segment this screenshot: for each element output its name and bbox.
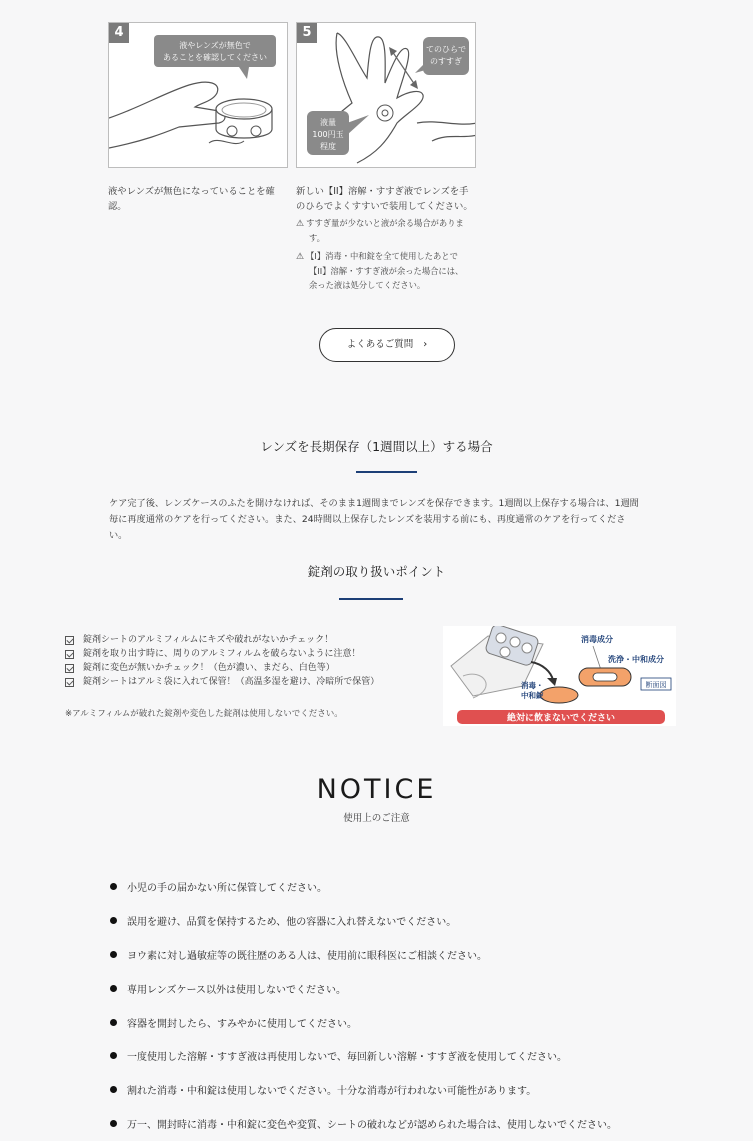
notice-title: NOTICE bbox=[316, 774, 437, 805]
step-5-caption-line-1: 新しい【II】溶解・すすぎ液でレンズを手 bbox=[296, 186, 469, 197]
notice-item-text: ヨウ素に対し過敏症等の既往歴のある人は、使用前に眼科医にご相談ください。 bbox=[127, 950, 487, 962]
notice-item bbox=[110, 971, 730, 1005]
notice-item bbox=[110, 1005, 730, 1039]
chevron-right-icon: › bbox=[423, 339, 428, 350]
notice-item-text: 誤用を避け、品質を保持するため、他の容器に入れ替えないでください。 bbox=[127, 917, 457, 929]
step-4-caption bbox=[108, 184, 288, 214]
step-5-bubble-bottom-line-2: 100円玉 bbox=[312, 130, 344, 139]
checkbox-icon bbox=[65, 650, 74, 659]
faq-button[interactable] bbox=[319, 328, 455, 362]
notice-item bbox=[110, 1107, 730, 1141]
notice-item-text: 万一、開封時に消毒・中和錠に変色や変質、シートの破れなどが認められた場合は、使用しないでください。 bbox=[127, 1119, 617, 1131]
checklist-item-text: 錠剤シートのアルミフィルムにキズや破れがないかチェック！ bbox=[83, 635, 334, 645]
checklist-item-text: 錠剤に変色が無いかチェック！（色が濃い、まだら、白色等） bbox=[83, 663, 335, 673]
notice-item-text: 割れた消毒・中和錠は使用しないでください。十分な消毒が行われない可能性があります。 bbox=[127, 1086, 537, 1098]
step-4-illustration bbox=[108, 22, 288, 168]
bullet-icon bbox=[110, 1120, 117, 1127]
faq-button-label: よくあるご質問 bbox=[346, 339, 414, 350]
warning-icon: ⚠ bbox=[296, 219, 305, 229]
notice-item-text: 一度使用した溶解・すすぎ液は再使用しないで、毎回新しい溶解・すすぎ液を使用してください。 bbox=[127, 1052, 567, 1064]
checkbox-icon bbox=[65, 678, 74, 687]
step-4-bubble-line-1: 液やレンズが無色で bbox=[179, 41, 251, 50]
palm-rinse-drawing bbox=[297, 23, 476, 168]
bullet-icon bbox=[110, 985, 117, 992]
checklist-item bbox=[65, 661, 379, 675]
warning-2-line-3: 余った液は処分してください。 bbox=[309, 280, 426, 290]
cross-section-label: 断面図 bbox=[645, 681, 667, 689]
notice-item-text: 小児の手の届かない所に保管してください。 bbox=[127, 883, 327, 895]
tablet-section-title: 錠剤の取り扱いポイント bbox=[307, 564, 446, 579]
checklist-item-text: 錠剤シートはアルミ袋に入れて保管！（高温多湿を避け、冷暗所で保管） bbox=[83, 677, 380, 687]
checkbox-icon bbox=[65, 636, 74, 645]
bullet-icon bbox=[110, 917, 117, 924]
step-5-number: 5 bbox=[297, 23, 317, 43]
step-5-caption-line-2: のひらでよくすすいで装用してください。 bbox=[296, 201, 473, 212]
tablet-section-divider bbox=[339, 598, 403, 600]
storage-section-title: レンズを長期保存（1週間以上）する場合 bbox=[260, 439, 493, 454]
step-5-bubble-bottom-line-3: 程度 bbox=[320, 142, 336, 151]
step-5-illustration bbox=[296, 22, 476, 168]
notice-item bbox=[110, 904, 730, 938]
step-4-caption-line-1: 液やレンズが無色になっていることを確 bbox=[108, 186, 275, 197]
checklist-item-text: 錠剤を取り出す時に、周りのアルミフィルムを破らないように注意！ bbox=[83, 649, 361, 659]
storage-paragraph-line-2: 毎に再度通常のケアを行ってください。また、24時間以上保存したレンズを装用する前にも、再度通常のケアを行ってくださ bbox=[109, 514, 626, 525]
warning-icon: ⚠ bbox=[296, 252, 305, 262]
step-4-number: 4 bbox=[109, 23, 129, 43]
checkbox-icon bbox=[65, 664, 74, 673]
notice-item bbox=[110, 1073, 730, 1107]
step-5-caption bbox=[296, 184, 486, 292]
step-5-bubble-top-line-1: てのひらで bbox=[426, 45, 466, 54]
step-4-bubble-line-2: あることを確認してください bbox=[163, 53, 267, 62]
warning-1-line-1: すすぎ量が少ないと液が余る場合がありま bbox=[306, 218, 464, 228]
notice-item-text: 容器を開封したら、すみやかに使用してください。 bbox=[127, 1018, 357, 1030]
step-4-caption-line-2: 認。 bbox=[108, 201, 127, 212]
wash-component-label: 洗浄・中和成分 bbox=[608, 655, 664, 664]
tablet-note: ※アルミフィルムが破れた錠剤や変色した錠剤は使用しないでください。 bbox=[65, 709, 343, 719]
do-not-swallow-banner: 絶対に飲まないでください bbox=[506, 713, 616, 724]
notice-subtitle: 使用上のご注意 bbox=[343, 813, 410, 824]
storage-paragraph-line-3: い。 bbox=[109, 530, 128, 541]
step-5-warning-2 bbox=[296, 249, 486, 292]
notice-item-text: 専用レンズケース以外は使用しないでください。 bbox=[127, 984, 346, 996]
tablet-label-line-2: 中和錠 bbox=[521, 691, 544, 700]
storage-section-divider bbox=[356, 471, 417, 473]
tablet-figure bbox=[443, 626, 676, 726]
notice-item bbox=[110, 938, 730, 972]
bullet-icon bbox=[110, 951, 117, 958]
tablet-label-line-1: 消毒・ bbox=[521, 681, 544, 690]
notice-item bbox=[110, 870, 730, 904]
step-5-bubble-bottom-line-1: 液量 bbox=[320, 118, 336, 127]
warning-2-line-2: 【II】溶解・すすぎ液が余った場合には、 bbox=[309, 266, 464, 276]
bullet-icon bbox=[110, 1086, 117, 1093]
tablet-checklist bbox=[65, 633, 379, 689]
checklist-item bbox=[65, 647, 379, 661]
step-5-warning-1 bbox=[296, 216, 486, 245]
checklist-item bbox=[65, 675, 379, 689]
bullet-icon bbox=[110, 883, 117, 890]
storage-paragraph-line-1: ケア完了後、レンズケースのふたを開けなければ、そのまま1週間までレンズを保存できます。1週間以上保存する場合は、1週間 bbox=[109, 498, 639, 509]
notice-item bbox=[110, 1039, 730, 1073]
storage-paragraph bbox=[109, 496, 669, 544]
step-5-bubble-top-line-2: のすすぎ bbox=[429, 57, 463, 66]
checklist-item bbox=[65, 633, 379, 647]
warning-1-line-2: す。 bbox=[309, 233, 325, 243]
bullet-icon bbox=[110, 1019, 117, 1026]
bullet-icon bbox=[110, 1052, 117, 1059]
tablet-diagram bbox=[443, 626, 676, 726]
hand-lens-case-drawing bbox=[109, 23, 288, 168]
warning-2-line-1: 【I】消毒・中和錠を全て使用したあとで bbox=[306, 251, 458, 261]
notice-list bbox=[110, 870, 730, 1140]
disinfect-component-label: 消毒成分 bbox=[581, 635, 613, 644]
